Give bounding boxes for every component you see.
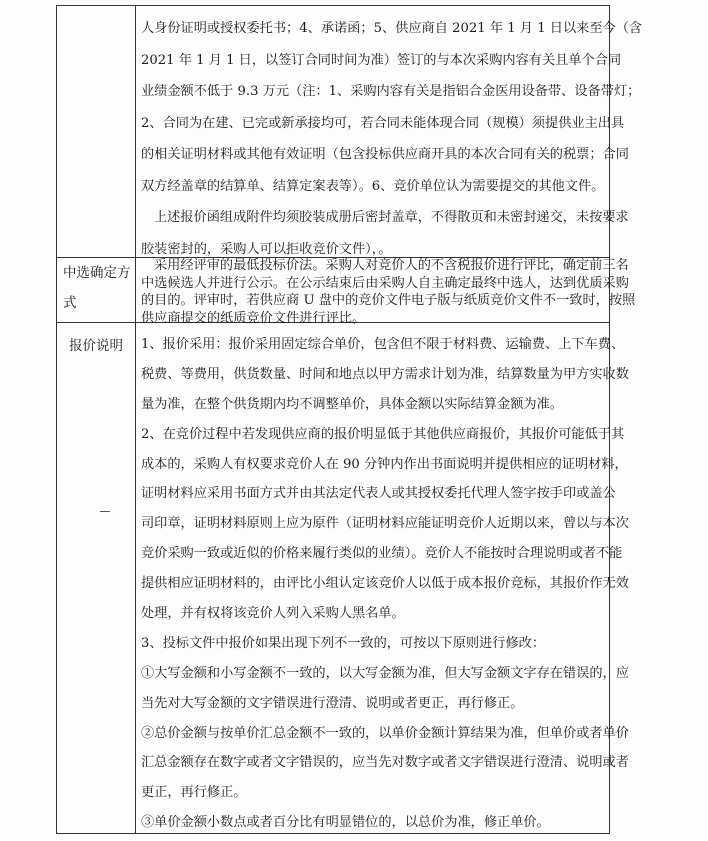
text-line: 2、在竞价过程中若发现供应商的报价明显低于其他供应商报价，其报价可能低于其 xyxy=(141,426,625,442)
text-line: 竞价采购一致或近似的价格来履行类似的业绩）。竞价人不能按时合理说明或者不能 xyxy=(141,546,623,562)
text-line: 3、投标文件中报价如果出现下列不一致的，可按以下原则进行修改： xyxy=(141,635,546,651)
row1-content xyxy=(141,13,643,265)
text-line: 双方经盖章的结算单、结算定案表等）。6、竞价单位认为需要提交的其他文件。 xyxy=(141,178,605,194)
text-line: 中选候选人并进行公示。在公示结束后由采购人自主确定最终中选人，达到优质采购 xyxy=(141,275,629,291)
text-line: 供应商提交的纸质竞价文件进行评比。 xyxy=(141,310,366,326)
text-line: 当先对大写金额的文字错误进行澄清、说明或者更正，再行修正。 xyxy=(141,695,524,711)
row2-content xyxy=(141,257,636,327)
text-line: 汇总金额存在数字或者文字错误的，应当先对数字或者文字错误进行澄清、说明或者 xyxy=(141,755,629,771)
text-line: ③单价金额小数点或者百分比有明显错位的，以总价为准，修正单价。 xyxy=(141,815,550,831)
row2-label xyxy=(63,258,135,318)
scan-mark xyxy=(100,511,110,512)
label-line: 式 xyxy=(63,295,77,311)
text-line: 2、合同为在建、已完或新承接均可，若合同未能体现合同（规模）须提供业主出具 xyxy=(141,115,625,131)
text-line: ①大写金额和小写金额不一致的，以大写金额为准，但大写金额文字存在错误的，应 xyxy=(141,665,629,681)
text-line: 上述报价函组成附件均须胶装成册后密封盖章，不得散页和未密封递交，未按要求 xyxy=(154,210,629,225)
text-line: 证明材料应采用书面方式并由其法定代表人或其授权委托代理人签字按手印或盖公 xyxy=(141,486,616,502)
text-line: 成本的，采购人有权要求竞价人在 90 分钟内作出书面说明并提供相应的证明材料， xyxy=(141,456,628,472)
text-line: 人身份证明或授权委托书；4、承诺函；5、供应商自 2021 年 1 月 1 日以来至今（含 xyxy=(141,21,643,36)
text-line: 2021 年 1 月 1 日，以签订合同时间为准）签订的与本次采购内容有关且单个合同 xyxy=(141,52,622,68)
row3-label: 报价说明 xyxy=(69,338,123,354)
column-divider xyxy=(135,6,136,833)
text-line: 的目的。评审时，若供应商 U 盘中的竞价文件电子版与纸质竞价文件不一致时，按照 xyxy=(141,293,636,308)
text-line: 量为准，在整个供货期内均不调整单价，具体金额以实际结算金额为准。 xyxy=(141,396,563,412)
text-line: 的相关证明材料或其他有效证明（包含投标供应商开具的本次合同有关的税票；合同 xyxy=(141,147,629,162)
text-line: 税费、等费用，供货数量、时间和地点以甲方需求计划为准，结算数量为甲方实收数 xyxy=(141,366,629,382)
text-line: 业绩金额不低于 9.3 万元（注：1、采购内容有关是指铝合金医用设备带、设备带灯； xyxy=(141,84,641,99)
text-line: 提供相应证明材料的，由评比小组认定该竞价人以低于成本报价竞标，其报价作无效 xyxy=(141,576,629,592)
text-line: 胶装密封的，采购人可以拒收竞价文件），。 xyxy=(141,241,392,257)
text-line: 采用经评审的最低投标价法。采购人对竞价人的不含税报价进行评比，确定前三名 xyxy=(154,258,629,273)
row3-content xyxy=(141,330,629,838)
label-line: 中选确定方 xyxy=(63,265,131,281)
text-line: 司印章，证明材料原则上应为原件（证明材料应能证明竞价人近期以来，曾以与本次 xyxy=(141,516,629,532)
text-line: 更正，再行修正。 xyxy=(141,785,247,801)
text-line: 处理，并有权将该竞价人列入采购人黑名单。 xyxy=(141,606,405,622)
text-line: 1、报价采用：报价采用固定综合单价，包含但不限于材料费、运输费、上下车费、 xyxy=(141,337,625,352)
text-line: ②总价金额与按单价汇总金额不一致的，以单价金额计算结果为准，但单价或者单价 xyxy=(141,725,629,741)
requirements-table xyxy=(56,5,643,834)
